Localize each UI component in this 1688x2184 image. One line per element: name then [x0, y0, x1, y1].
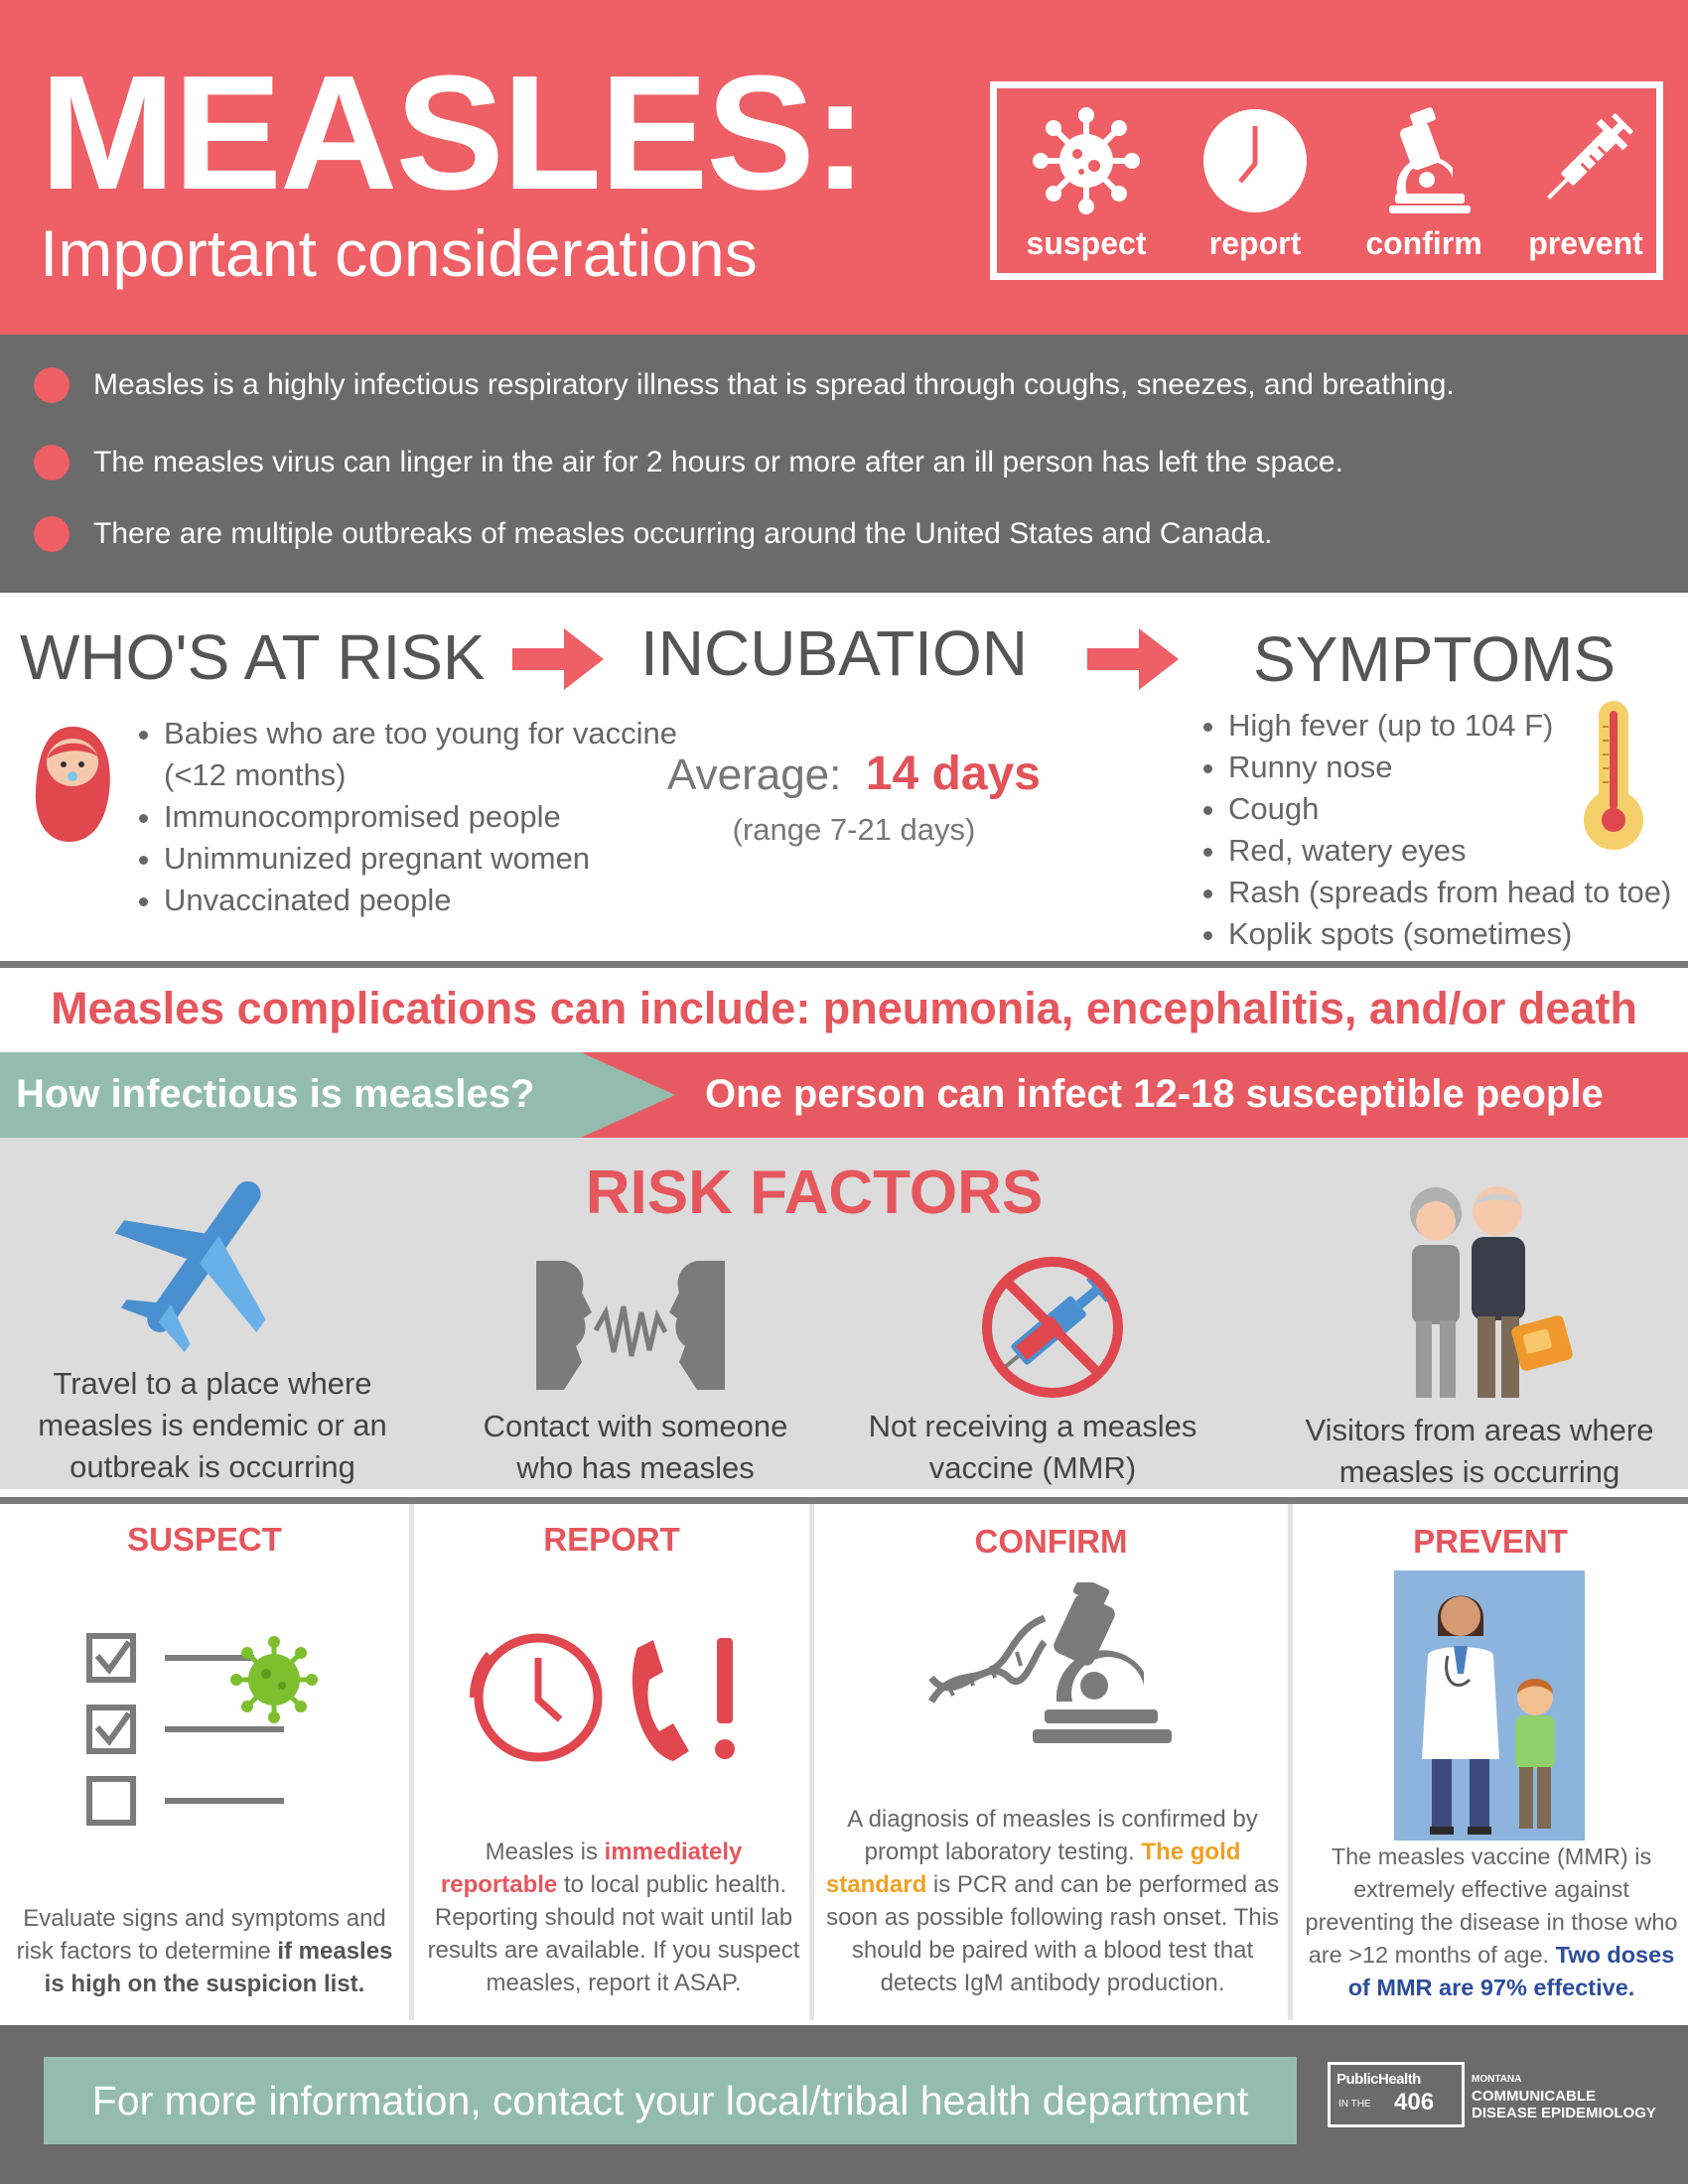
report-text: Measles is immediately reportable to local public health. Reporting should not wait until lab results are available. If you suspect measles, report it ASAP.: [427, 1839, 800, 1996]
arrow-right-icon: [1087, 628, 1179, 690]
logo-line: PublicHealth: [1336, 2071, 1421, 2088]
risk-factor-caption: Visitors from areas where measles is occurring: [1305, 1413, 1654, 1489]
divider: [0, 961, 1688, 968]
list-item: • High fever (up to 104 F): [1228, 705, 1688, 747]
step-confirm-label: confirm: [1365, 225, 1482, 261]
confirm-text: A diagnosis of measles is confirmed by prompt laboratory testing. The gold standard is PCR and can be performed as soon as possible following rash onset. This should be paired with a blood test that detects IgM antibody production.: [825, 1806, 1280, 1996]
suspect-text: Evaluate signs and symptoms and risk factors to determine if measles is high on the suspicion list.: [16, 1905, 393, 1997]
step-confirm: [1349, 106, 1498, 262]
contact-faces-icon: [536, 1261, 725, 1390]
report-heading: REPORT: [543, 1521, 680, 1558]
page-title: MEASLES:: [40, 42, 866, 223]
steps-box: [990, 81, 1663, 280]
list-item: • Immunocompromised people: [164, 796, 680, 838]
step-report: [1181, 106, 1330, 262]
dna-microscope-icon: [925, 1582, 1174, 1751]
infectious-question: How infectious is measles?: [16, 1072, 535, 1116]
column-separator: [1288, 1504, 1293, 2020]
baby-icon: [30, 723, 115, 846]
incubation-range: (range 7-21 days): [732, 812, 976, 847]
microscope-icon: [1369, 106, 1478, 215]
list-item: • Unvaccinated people: [164, 880, 680, 921]
public-health-logo: [1328, 2062, 1465, 2127]
intro-item: The measles virus can linger in the air for 2 hours or more after an ill person has left the space.: [34, 441, 1343, 484]
who-heading: WHO'S AT RISK: [20, 621, 486, 693]
org-name: MONTANA COMMUNICABLE DISEASE EPIDEMIOLOGY: [1472, 2074, 1656, 2121]
virus-icon: [1032, 106, 1141, 215]
bullet-dot: [34, 516, 70, 552]
logo-line: IN THE: [1338, 2099, 1371, 2110]
list-item: • Red, watery eyes: [1228, 830, 1688, 872]
bullet-dot: [34, 445, 70, 480]
symptoms-heading: SYMPTOMS: [1253, 623, 1617, 695]
list-item: • Cough: [1228, 788, 1688, 830]
doctor-child-illustration: [1394, 1570, 1585, 1841]
intro-item: Measles is a highly infectious respiratory illness that is spread through coughs, sneezes, and breathing.: [34, 363, 1455, 407]
bullet-dot: [34, 367, 70, 403]
complications-text: Measles complications can include: pneumonia, encephalitis, and/or death: [51, 983, 1637, 1033]
logo-line: 406: [1394, 2089, 1435, 2116]
footer-info-text: For more information, contact your local/tribal health department: [91, 2078, 1249, 2123]
intro-item: There are multiple outbreaks of measles occurring around the United States and Canada.: [34, 512, 1272, 556]
clock-icon: [1200, 106, 1310, 215]
risk-factors-heading: RISK FACTORS: [585, 1159, 1044, 1227]
risk-factor-caption: Contact with someone who has measles: [483, 1409, 788, 1485]
step-report-label: report: [1208, 225, 1302, 261]
confirm-heading: CONFIRM: [974, 1523, 1128, 1560]
incubation-value: 14 days: [865, 748, 1041, 800]
incubation-heading: INCUBATION: [640, 617, 1028, 689]
prevent-text: The measles vaccine (MMR) is extremely effective against preventing the disease in those who are >12 months of age. Two doses of MMR are 97% effective.: [1305, 1843, 1678, 2000]
infectious-answer: One person can infect 12-18 susceptible people: [705, 1072, 1604, 1116]
list-item: • Babies who are too young for vaccine (<12 months): [164, 713, 680, 796]
list-item: • Runny nose: [1228, 747, 1688, 788]
incubation-average: Average: 14 days: [667, 748, 1041, 800]
arrow-right-icon: [512, 628, 604, 690]
syringe-icon: [1531, 106, 1640, 215]
column-separator: [409, 1504, 414, 2020]
prevent-heading: PREVENT: [1413, 1523, 1568, 1560]
suspect-heading: SUSPECT: [127, 1521, 282, 1558]
column-separator: [809, 1504, 814, 2020]
airplane-icon: [109, 1163, 288, 1362]
who-list: [124, 713, 680, 921]
no-vaccine-icon: [978, 1253, 1127, 1402]
risk-factor-caption: Travel to a place where measles is endemic or an outbreak is occurring: [38, 1366, 387, 1484]
page-subtitle: Important considerations: [40, 216, 758, 290]
divider: [0, 1497, 1688, 1504]
thermometer-icon: [1579, 697, 1648, 856]
step-prevent: [1511, 106, 1660, 262]
checklist-icon: [85, 1628, 334, 1837]
list-item: • Unimmunized pregnant women: [164, 838, 680, 880]
list-item: • Koplik spots (sometimes): [1228, 913, 1688, 955]
step-prevent-label: prevent: [1528, 225, 1643, 261]
list-item: • Rash (spreads from head to toe): [1228, 872, 1688, 913]
elderly-couple-icon: [1388, 1171, 1577, 1405]
clock-phone-alert-icon: [469, 1628, 757, 1767]
step-suspect-label: suspect: [1026, 225, 1147, 261]
step-suspect: [1012, 106, 1161, 262]
risk-factor-caption: Not receiving a measles vaccine (MMR): [868, 1409, 1197, 1485]
